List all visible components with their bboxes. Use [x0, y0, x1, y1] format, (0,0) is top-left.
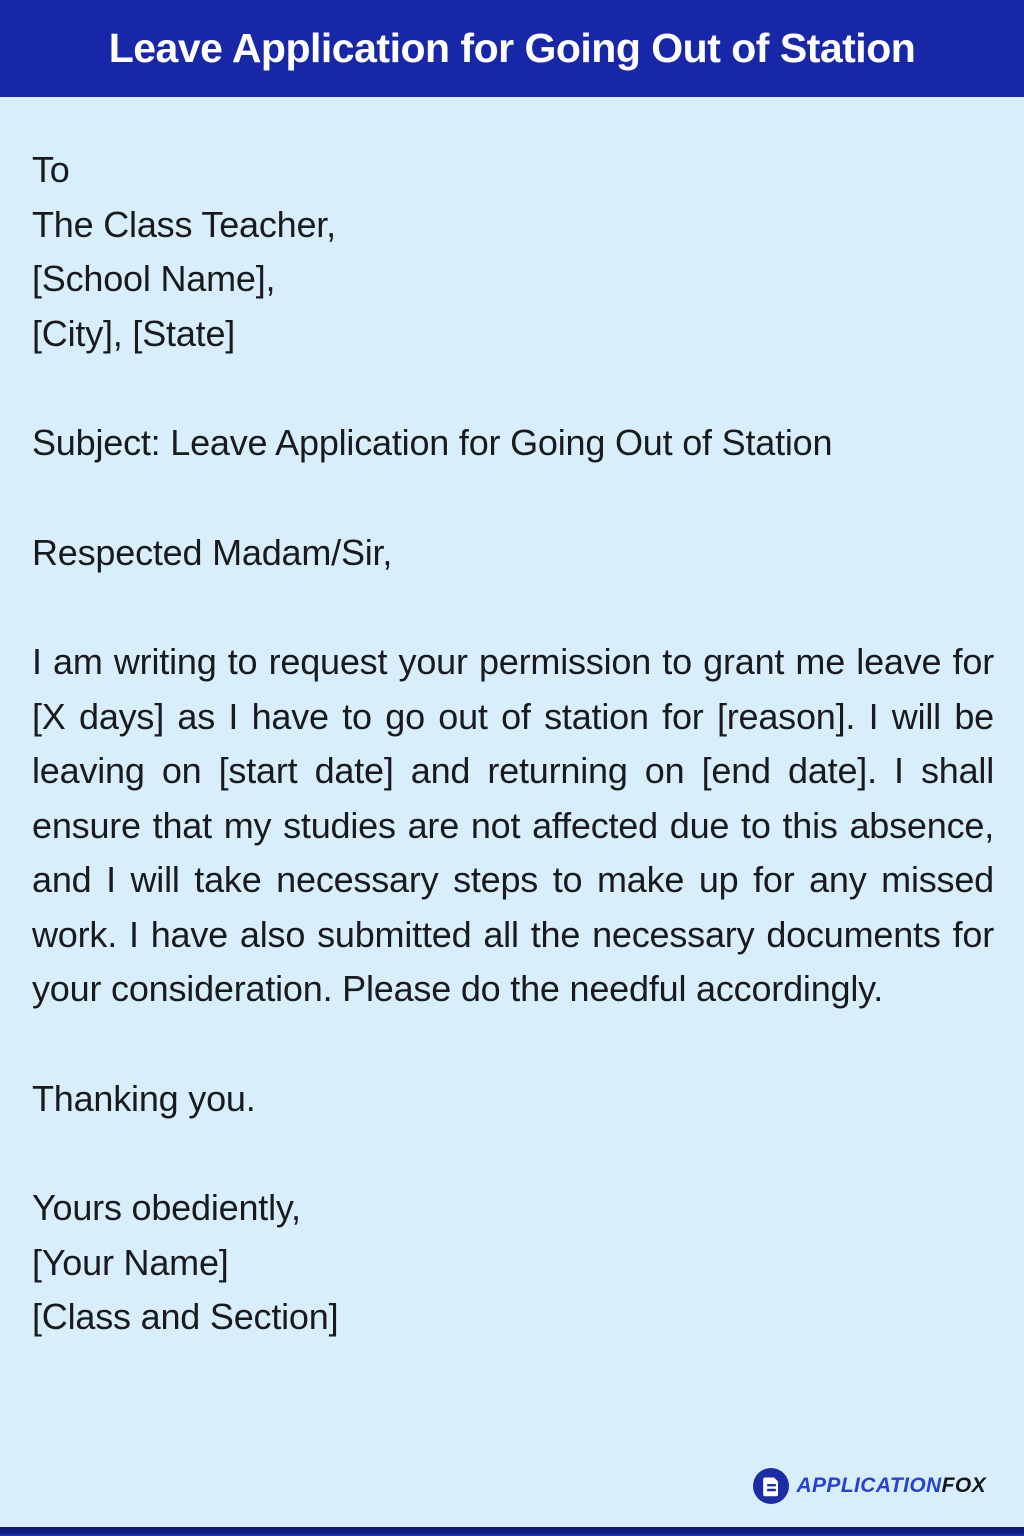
closing-line: Yours obediently, — [32, 1187, 301, 1228]
recipient-address-block — [32, 143, 994, 361]
address-line: [School Name], — [32, 258, 276, 299]
address-line: [City], [State] — [32, 312, 236, 354]
signature-class: [Class and Section] — [32, 1296, 339, 1337]
page-title: Leave Application for Going Out of Station — [108, 25, 916, 71]
address-line: The Class Teacher, — [32, 203, 336, 245]
brand-logo — [753, 1468, 986, 1504]
brand-name-fox: FOX — [941, 1474, 986, 1497]
document-icon — [753, 1468, 789, 1504]
address-line: To — [32, 149, 70, 190]
salutation: Respected Madam/Sir, — [32, 531, 393, 573]
signature-name: [Your Name] — [32, 1241, 229, 1283]
thanking-line: Thanking you. — [32, 1077, 256, 1119]
brand-name — [796, 1474, 986, 1498]
closing-block — [32, 1181, 994, 1345]
letter-document — [0, 97, 1024, 1345]
body-paragraph: I am writing to request your permission to grant me leave for [X days] as I have to go out of station for [reason]. I will be leaving on [start date] and returning on [end date]. I shall ensure that my studies are not affected due to this absence, and I will take necessary steps to make up for any missed work. I have also submitted all the necessary documents for your consideration. Please do the needful accordingly. — [32, 641, 994, 1009]
header-banner — [0, 0, 1024, 97]
footer-bar — [0, 1527, 1024, 1536]
brand-name-application: APPLICATION — [796, 1474, 942, 1497]
subject-line: Subject: Leave Application for Going Out of Station — [32, 422, 833, 463]
